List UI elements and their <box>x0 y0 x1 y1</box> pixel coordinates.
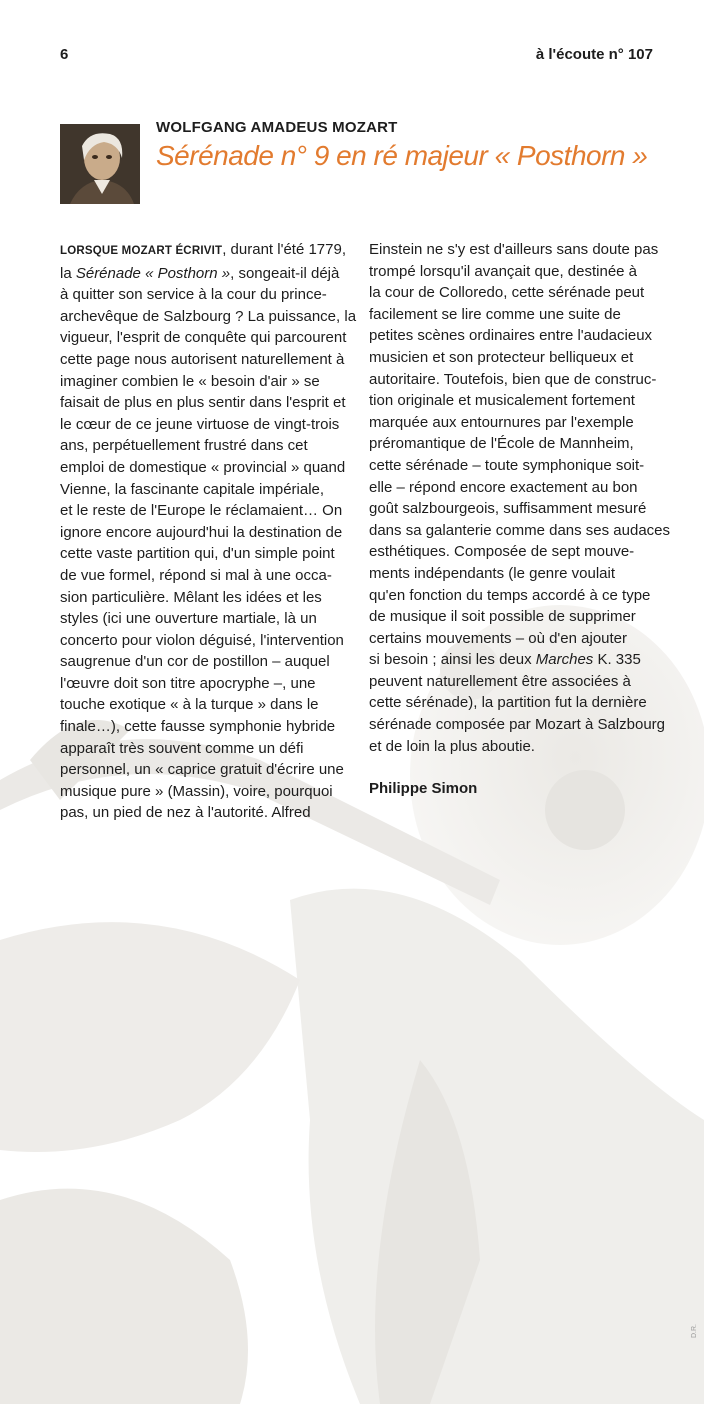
text-line <box>369 498 653 520</box>
text-run: certains mouvements – où d'en ajouter <box>369 629 628 647</box>
text-run: tion originale et musicalement fortement <box>369 392 635 410</box>
text-run: vigueur, l'esprit de conquête qui parcourent <box>60 329 347 347</box>
text-line <box>60 694 346 716</box>
text-line <box>60 759 346 781</box>
text-line <box>60 522 346 544</box>
text-line <box>60 306 357 328</box>
text-line <box>369 390 653 412</box>
text-line <box>60 371 346 393</box>
image-credit: D.R. <box>691 1324 698 1338</box>
text-run: autoritaire. Toutefois, bien que de construc- <box>369 370 657 388</box>
text-run: ments indépendants (le genre voulait <box>369 564 615 582</box>
text-line <box>60 651 346 673</box>
text-line <box>60 327 346 349</box>
text-line <box>369 412 653 434</box>
text-line <box>60 435 346 457</box>
text-run: Einstein ne s'y est d'ailleurs sans doute pas <box>369 241 659 258</box>
text-line <box>60 716 346 738</box>
text-run: styles (ici une ouverture martiale, là un <box>60 610 317 628</box>
text-line <box>369 520 671 542</box>
lead-in-text: LORSQUE MOZART ÉCRIVIT <box>60 245 223 257</box>
text-line <box>60 349 346 371</box>
text-run: trompé lorsqu'il avançait que, destinée à <box>369 262 638 280</box>
text-line <box>369 692 653 714</box>
text-run: elle – répond encore exactement au bon <box>369 478 638 496</box>
text-run: musique pure » (Massin), voire, pourquoi <box>60 782 333 800</box>
text-run: touche exotique « à la turque » dans le <box>60 696 319 714</box>
text-line <box>60 500 346 522</box>
text-line <box>369 671 653 693</box>
text-run: si besoin ; ainsi les deux <box>369 651 536 669</box>
composer-name: WOLFGANG AMADEUS MOZART <box>156 119 398 136</box>
text-line <box>369 455 653 477</box>
page-number: 6 <box>60 46 69 63</box>
text-run: cette sérénade), la partition fut la dernière <box>369 694 647 712</box>
text-line <box>60 239 346 263</box>
text-line <box>60 479 346 501</box>
text-line <box>60 608 346 630</box>
text-run: imaginer combien le « besoin d'air » se <box>60 372 320 390</box>
text-line <box>60 284 346 306</box>
text-line <box>369 304 653 326</box>
text-line <box>369 261 653 283</box>
text-line <box>369 649 653 671</box>
text-line <box>369 433 653 455</box>
text-line <box>369 541 653 563</box>
text-run: ignore encore aujourd'hui la destination de <box>60 523 343 541</box>
text-line <box>60 673 346 695</box>
text-run: emploi de domestique « provincial » quand <box>60 458 346 476</box>
text-line <box>369 714 666 736</box>
text-line <box>369 736 653 758</box>
text-run: le cœur de ce jeune virtuose de vingt-trois <box>60 415 340 433</box>
article-column-left <box>60 239 357 824</box>
text-run: apparaît très souvent comme un défi <box>60 739 304 757</box>
text-line <box>369 585 653 607</box>
text-run: concerto pour violon déguisé, l'intervention <box>60 631 344 649</box>
text-run: qu'en fonction du temps accordé à ce type <box>369 586 651 604</box>
text-run: cette page nous autorisent naturellement à <box>60 350 345 368</box>
text-line <box>369 563 653 585</box>
italic-work-title: Sérénade « Posthorn » <box>75 264 231 282</box>
text-line <box>369 325 653 347</box>
text-run: K. 335 <box>593 651 641 669</box>
text-run: la cour de Colloredo, cette sérénade peut <box>369 284 645 302</box>
text-run: de vue formel, répond si mal à une occa- <box>60 566 332 584</box>
text-run: l'œuvre doit son titre apocryphe –, une <box>60 674 316 692</box>
text-line <box>60 414 346 436</box>
text-line <box>60 263 346 285</box>
article-column-right <box>369 239 671 757</box>
text-line <box>369 282 653 304</box>
text-run: sion particulière. Mêlant les idées et les <box>60 588 322 606</box>
text-line <box>60 587 346 609</box>
text-run: , durant l'été 1779, <box>222 241 347 258</box>
text-run: peuvent naturellement être associées à <box>369 672 631 690</box>
text-line <box>369 477 653 499</box>
text-run: et de loin la plus aboutie. <box>369 737 535 755</box>
text-run: , songeait-il déjà <box>230 264 340 282</box>
text-run: petites scènes ordinaires entre l'audacieux <box>369 327 653 345</box>
text-run: archevêque de Salzbourg ? La puissance, la <box>60 307 357 325</box>
text-run: Vienne, la fascinante capitale impériale, <box>60 480 325 498</box>
text-run: musicien et son protecteur belliqueux et <box>369 348 634 366</box>
text-run: ans, perpétuellement frustré dans cet <box>60 437 308 455</box>
text-run: la <box>60 264 76 282</box>
text-line <box>369 347 653 369</box>
text-run: de musique il soit possible de supprimer <box>369 608 636 626</box>
text-line <box>369 369 657 391</box>
text-run: cette vaste partition qui, d'un simple point <box>60 545 335 563</box>
text-run: à quitter son service à la cour du prince- <box>60 286 327 304</box>
text-line <box>369 239 659 261</box>
text-run: et le reste de l'Europe le réclamaient… On <box>60 502 343 520</box>
text-line <box>369 606 653 628</box>
text-line <box>60 630 346 652</box>
text-run: cette sérénade – toute symphonique soit- <box>369 456 645 474</box>
text-line <box>60 781 346 803</box>
text-line <box>60 457 346 479</box>
text-run: pas, un pied de nez à l'autorité. Alfred <box>60 804 311 822</box>
text-run: dans sa galanterie comme dans ses audaces <box>369 521 671 539</box>
text-run: faisait de plus en plus sentir dans l'esprit et <box>60 394 346 412</box>
text-run: personnel, un « caprice gratuit d'écrire une <box>60 761 344 779</box>
text-line <box>60 802 346 824</box>
text-run: esthétiques. Composée de sept mouve- <box>369 543 635 561</box>
text-run: finale…), cette fausse symphonie hybride <box>60 718 336 736</box>
italic-work-title: Marches <box>535 651 594 669</box>
text-line <box>60 543 346 565</box>
text-run: préromantique de l'École de Mannheim, <box>369 435 634 453</box>
text-line <box>369 628 653 650</box>
author-signature: Philippe Simon <box>369 780 478 797</box>
article-title: Sérénade n° 9 en ré majeur « Posthorn » <box>156 140 648 171</box>
text-run: goût salzbourgeois, suffisamment mesuré <box>369 500 647 518</box>
text-run: facilement se lire comme une suite de <box>369 305 621 323</box>
text-line <box>60 565 346 587</box>
running-header: à l'écoute n° 107 <box>535 46 653 63</box>
composer-portrait-image <box>60 124 140 204</box>
text-line <box>60 738 346 760</box>
text-run: saugrenue d'un cor de postillon – auquel <box>60 653 330 671</box>
text-run: sérénade composée par Mozart à Salzbourg <box>369 716 666 734</box>
text-run: marquée aux entournures par l'exemple <box>369 413 634 431</box>
text-line <box>60 392 346 414</box>
